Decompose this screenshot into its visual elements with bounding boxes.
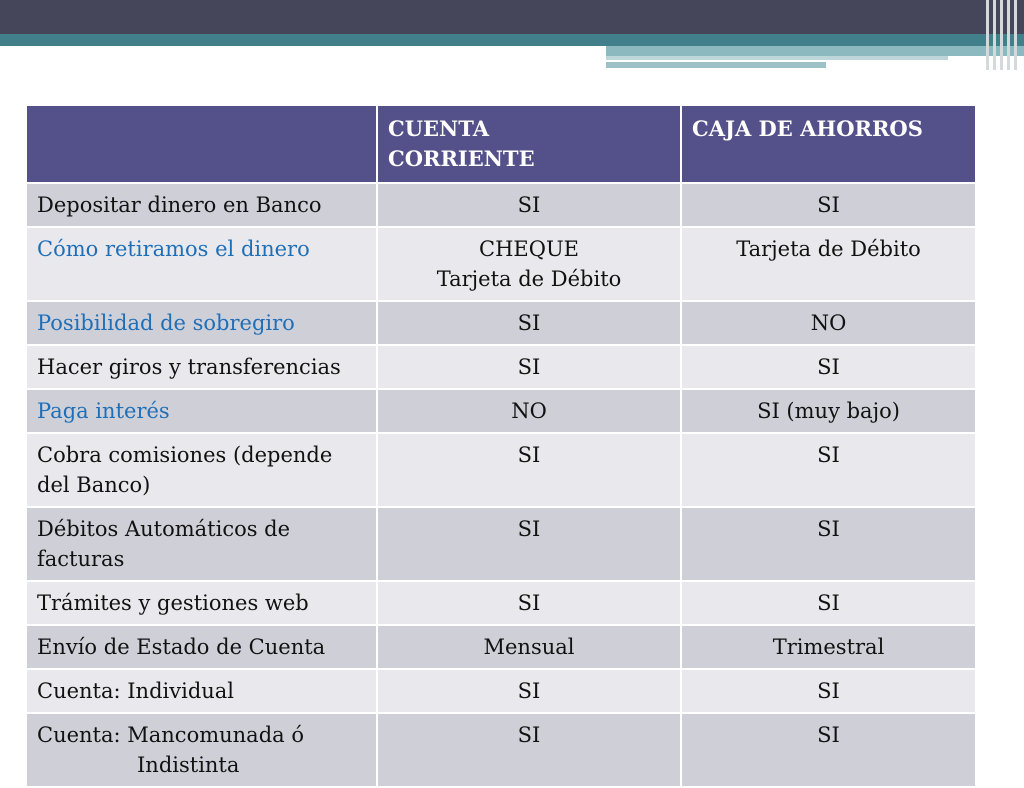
row-label: Trámites y gestiones web xyxy=(26,581,377,625)
cell-caja-de-ahorros: Trimestral xyxy=(681,625,976,669)
cell-caja-de-ahorros: Tarjeta de Débito xyxy=(681,227,976,301)
cell-cuenta-corriente: SI xyxy=(377,345,681,389)
cell-cuenta-corriente: SI xyxy=(377,507,681,581)
cell-cuenta-corriente: SI xyxy=(377,183,681,227)
header-band-dark xyxy=(0,0,1024,34)
cell-caja-de-ahorros: SI (muy bajo) xyxy=(681,389,976,433)
cell-caja-de-ahorros: SI xyxy=(681,345,976,389)
header-vertical-stripes xyxy=(984,0,1024,70)
cell-cuenta-corriente: SI xyxy=(377,433,681,507)
header-label-cuenta-corriente: CUENTA CORRIENTE xyxy=(388,116,535,171)
table-row xyxy=(26,433,976,507)
table-row xyxy=(26,507,976,581)
cell-cuenta-corriente: NO xyxy=(377,389,681,433)
cell-cuenta-corriente: SI xyxy=(377,301,681,345)
table-row xyxy=(26,345,976,389)
table-row xyxy=(26,669,976,713)
cell-cuenta-corriente: SI xyxy=(377,669,681,713)
cell-caja-de-ahorros: NO xyxy=(681,301,976,345)
row-label-line: Indistinta xyxy=(137,753,240,777)
table-row xyxy=(26,713,976,787)
row-label: Envío de Estado de Cuenta xyxy=(26,625,377,669)
cell-line: CHEQUE xyxy=(479,237,579,261)
header-band-light-thin xyxy=(606,56,948,60)
table-row xyxy=(26,625,976,669)
header-band-light xyxy=(606,46,1024,56)
cell-line: Tarjeta de Débito xyxy=(436,267,622,291)
row-label: Posibilidad de sobregiro xyxy=(26,301,377,345)
table-row xyxy=(26,227,976,301)
header-cell-caja-de-ahorros: CAJA DE AHORROS xyxy=(681,105,976,183)
cell-caja-de-ahorros: SI xyxy=(681,507,976,581)
cell-cuenta-corriente xyxy=(377,227,681,301)
cell-caja-de-ahorros: SI xyxy=(681,581,976,625)
cell-caja-de-ahorros: SI xyxy=(681,669,976,713)
table-row xyxy=(26,581,976,625)
cell-caja-de-ahorros: SI xyxy=(681,713,976,787)
row-label-line: Cuenta: Mancomunada ó xyxy=(37,723,304,747)
row-label: Cómo retiramos el dinero xyxy=(26,227,377,301)
cell-caja-de-ahorros: SI xyxy=(681,183,976,227)
table-row xyxy=(26,301,976,345)
table-header-row xyxy=(26,105,976,183)
header-band-light-short xyxy=(606,62,826,68)
row-label: Cuenta: Individual xyxy=(26,669,377,713)
table-row xyxy=(26,183,976,227)
header-band-teal xyxy=(0,34,1024,46)
cell-cuenta-corriente: Mensual xyxy=(377,625,681,669)
row-label: Paga interés xyxy=(26,389,377,433)
row-label: Depositar dinero en Banco xyxy=(26,183,377,227)
row-label xyxy=(26,713,377,787)
comparison-table xyxy=(25,104,977,788)
cell-caja-de-ahorros: SI xyxy=(681,433,976,507)
row-label: Hacer giros y transferencias xyxy=(26,345,377,389)
cell-cuenta-corriente: SI xyxy=(377,581,681,625)
row-label: Cobra comisiones (depende del Banco) xyxy=(26,433,377,507)
cell-cuenta-corriente: SI xyxy=(377,713,681,787)
table-row xyxy=(26,389,976,433)
header-cell-empty xyxy=(26,105,377,183)
row-label: Débitos Automáticos de facturas xyxy=(26,507,377,581)
header-cell-cuenta-corriente xyxy=(377,105,681,183)
